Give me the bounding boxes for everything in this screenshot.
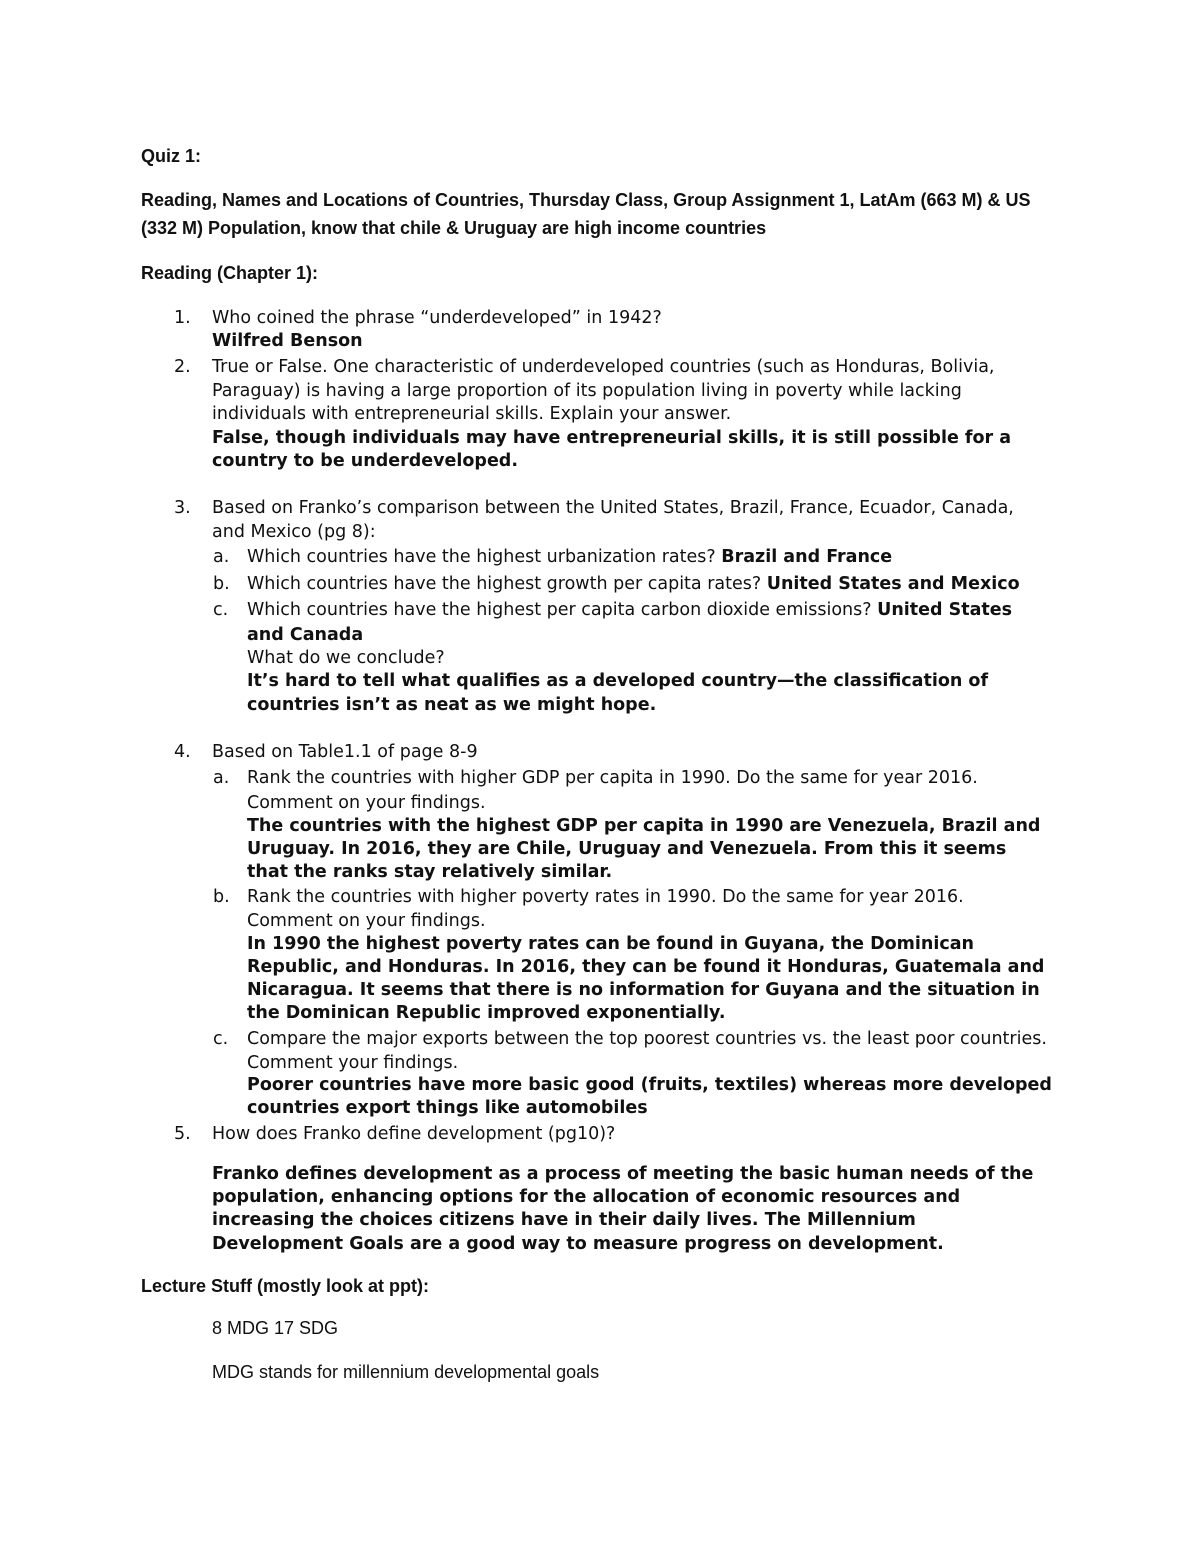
q5-answer-line-2: population, enhancing options for the allocation of economic resources and bbox=[212, 1187, 961, 1207]
q3-conclude-question: What do we conclude? bbox=[247, 648, 445, 668]
q2-answer-line-2: country to be underdeveloped. bbox=[212, 451, 518, 471]
q3-question-line-1: Based on Franko’s comparison between the United States, Brazil, France, Ecuador, Canada, bbox=[212, 498, 1014, 518]
q5-question: How does Franko define development (pg10)? bbox=[212, 1124, 616, 1144]
q4a-label: a. bbox=[213, 768, 230, 788]
q4c-question-line-2: Comment your findings. bbox=[247, 1053, 459, 1073]
lecture-heading: Lecture Stuff (mostly look at ppt): bbox=[141, 1276, 429, 1296]
q1-number: 1. bbox=[174, 308, 191, 328]
q2-number: 2. bbox=[174, 357, 191, 377]
q3c-label: c. bbox=[213, 600, 229, 620]
q4-question: Based on Table1.1 of page 8-9 bbox=[212, 742, 478, 762]
q5-answer-line-4: Development Goals are a good way to measure progress on development. bbox=[212, 1234, 944, 1254]
reading-heading: Reading (Chapter 1): bbox=[141, 263, 319, 283]
q4c-answer-line-2: countries export things like automobiles bbox=[247, 1098, 648, 1118]
q3-number: 3. bbox=[174, 498, 191, 518]
q3b-question: Which countries have the highest growth per capita rates? bbox=[247, 574, 762, 594]
q4b-answer-line-2: Republic, and Honduras. In 2016, they can be found it Honduras, Guatemala and bbox=[247, 957, 1045, 977]
topics-line-1: Reading, Names and Locations of Countries, Thursday Class, Group Assignment 1, LatAm (663 M) & US bbox=[141, 190, 1031, 210]
q4a-question-line-2: Comment on your findings. bbox=[247, 793, 486, 813]
topics-line-2: (332 M) Population, know that chile & Uruguay are high income countries bbox=[141, 218, 767, 238]
q1-answer: Wilfred Benson bbox=[212, 331, 363, 351]
q3-question-line-2: and Mexico (pg 8): bbox=[212, 522, 376, 542]
q3c-answer-part-2: and Canada bbox=[247, 625, 364, 645]
q4-number: 4. bbox=[174, 742, 191, 762]
q2-answer-line-1: False, though individuals may have entrepreneurial skills, it is still possible for a bbox=[212, 428, 1012, 448]
q3a-answer: Brazil and France bbox=[721, 547, 893, 567]
q3b-label: b. bbox=[213, 574, 230, 594]
q3-conclude-answer-line-1: It’s hard to tell what qualifies as a developed country—the classification of bbox=[247, 671, 989, 691]
q4a-answer-line-3: that the ranks stay relatively similar. bbox=[247, 862, 613, 882]
q2-question-line-2: Paraguay) is having a large proportion of its population living in poverty while lacking bbox=[212, 381, 962, 401]
q3b-item bbox=[247, 574, 1020, 594]
q4b-answer-line-1: In 1990 the highest poverty rates can be found in Guyana, the Dominican bbox=[247, 934, 974, 954]
q3a-label: a. bbox=[213, 547, 230, 567]
q4b-question-line-1: Rank the countries with higher poverty rates in 1990. Do the same for year 2016. bbox=[247, 887, 964, 907]
q2-question-line-3: individuals with entrepreneurial skills. Explain your answer. bbox=[212, 404, 732, 424]
q3c-item bbox=[247, 600, 1012, 620]
q4c-label: c. bbox=[213, 1029, 229, 1049]
q4a-question-line-1: Rank the countries with higher GDP per capita in 1990. Do the same for year 2016. bbox=[247, 768, 978, 788]
q3-conclude-answer-line-2: countries isn’t as neat as we might hope. bbox=[247, 695, 657, 715]
q1-question: Who coined the phrase “underdeveloped” in 1942? bbox=[212, 308, 662, 328]
q4b-answer-line-4: the Dominican Republic improved exponentially. bbox=[247, 1003, 726, 1023]
q4a-answer-line-1: The countries with the highest GDP per capita in 1990 are Venezuela, Brazil and bbox=[247, 816, 1041, 836]
lecture-line-1: 8 MDG 17 SDG bbox=[212, 1318, 339, 1338]
q5-number: 5. bbox=[174, 1124, 191, 1144]
q3b-answer: United States and Mexico bbox=[766, 574, 1020, 594]
q3a-item bbox=[247, 547, 892, 567]
lecture-line-2: MDG stands for millennium developmental goals bbox=[212, 1362, 600, 1382]
q4c-answer-line-1: Poorer countries have more basic good (fruits, textiles) whereas more developed bbox=[247, 1075, 1052, 1095]
q5-answer-line-1: Franko defines development as a process of meeting the basic human needs of the bbox=[212, 1164, 1034, 1184]
quiz-title: Quiz 1: bbox=[141, 146, 202, 166]
q4b-question-line-2: Comment on your findings. bbox=[247, 911, 486, 931]
q3a-question: Which countries have the highest urbanization rates? bbox=[247, 547, 716, 567]
q3c-answer-part-1: United States bbox=[877, 600, 1013, 620]
q2-question-line-1: True or False. One characteristic of underdeveloped countries (such as Honduras, Bolivia, bbox=[212, 357, 995, 377]
q3c-question: Which countries have the highest per capita carbon dioxide emissions? bbox=[247, 600, 872, 620]
q4a-answer-line-2: Uruguay. In 2016, they are Chile, Uruguay and Venezuela. From this it seems bbox=[247, 839, 1007, 859]
q5-answer-line-3: increasing the choices citizens have in their daily lives. The Millennium bbox=[212, 1210, 916, 1230]
q4c-question-line-1: Compare the major exports between the top poorest countries vs. the least poor countries. bbox=[247, 1029, 1047, 1049]
q4b-label: b. bbox=[213, 887, 230, 907]
q4b-answer-line-3: Nicaragua. It seems that there is no information for Guyana and the situation in bbox=[247, 980, 1040, 1000]
